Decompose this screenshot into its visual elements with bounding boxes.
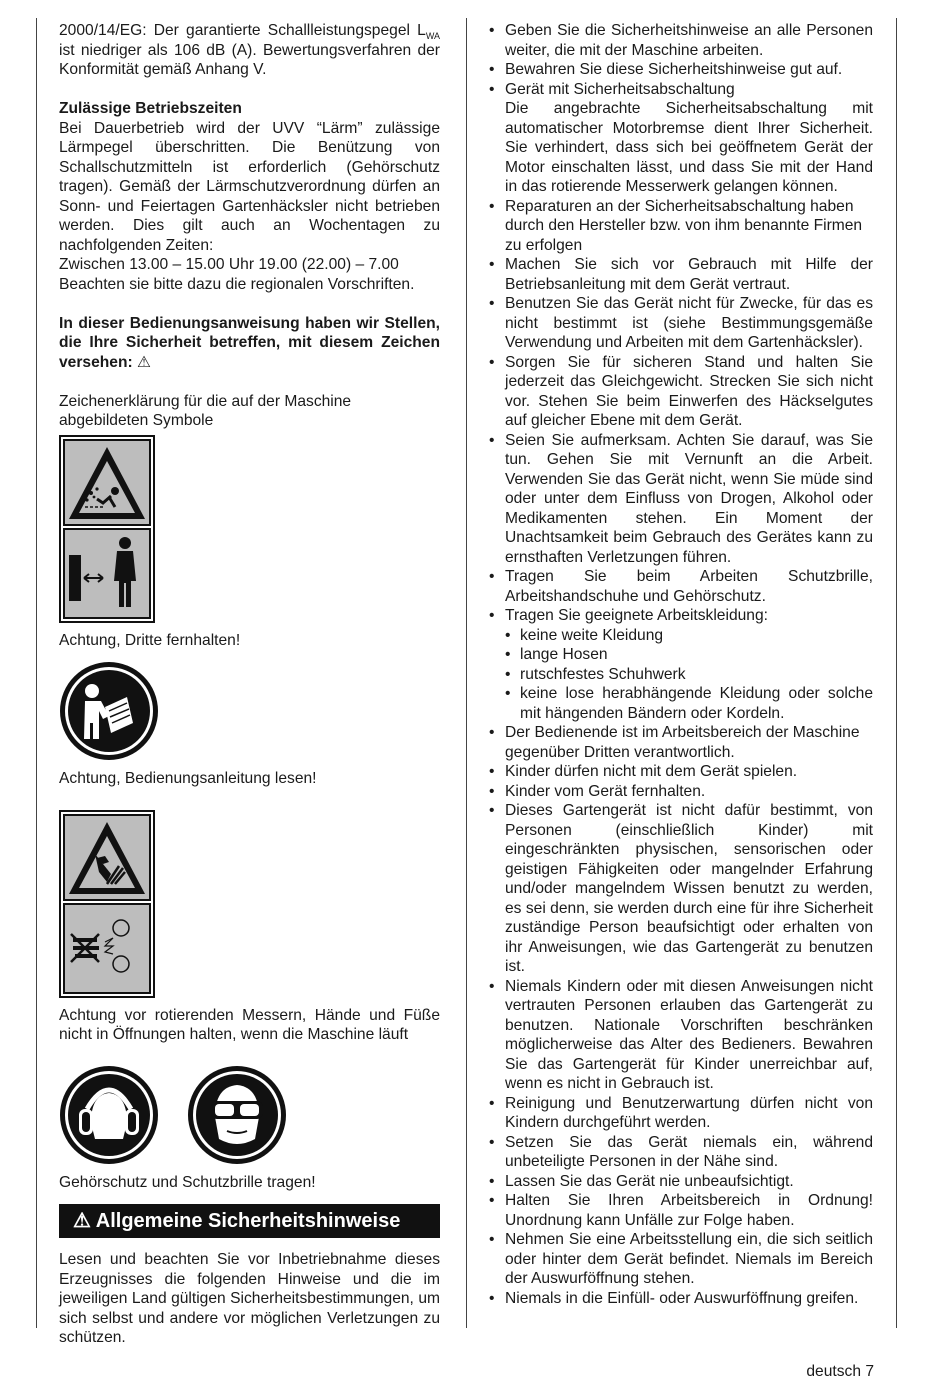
- list-item: • Der Bedienende ist im Arbeitsbereich der Maschine gegenüber Dritten verantwortlich.: [489, 723, 873, 762]
- protection-icons: [59, 1065, 440, 1165]
- left-column: [59, 21, 440, 1348]
- safety-list: [489, 21, 873, 1308]
- sublist-item: • lange Hosen: [505, 645, 873, 665]
- list-item: • Setzen Sie das Gerät niemals ein, während unbeteiligte Personen in der Nähe sind.: [489, 1133, 873, 1172]
- rotating-blades-warning-icon: [59, 810, 155, 998]
- eye-protection-icon: [187, 1065, 287, 1165]
- page-footer: deutsch 7: [806, 1363, 874, 1380]
- list-item: • Niemals in die Einfüll- oder Auswurföffnung greifen.: [489, 1289, 873, 1309]
- noise-intro: 2000/14/EG: Der garantierte Schallleistungspegel $L_{WA}$ ist niedriger als 106 dB (A). Bewertungsverfahren der Konformität gemäß Anhang V.: [59, 22, 440, 78]
- list-item: • Halten Sie Ihren Arbeitsbereich in Ordnung! Unordnung kann Unfälle zur Folge haben.: [489, 1191, 873, 1230]
- left-margin-rule: [36, 18, 37, 1328]
- hours-text: Bei Dauerbetrieb wird der UVV “Lärm” zulässige Lärmpegel überschritten. Die Benützung von Schallschutzmitteln ist erforderlich (Gehörschutz tragen). Gemäß der Lärmschutzverordnung dürfen an Sonn- und Feiertagen Gartenhäcksler nicht betrieben werden. Dies gilt auch an Wochentagen zu nachfolgenden Zeiten:: [59, 119, 440, 254]
- list-item: • Tragen Sie beim Arbeiten Schutzbrille, Arbeitshandschuhe und Gehörschutz.: [489, 567, 873, 606]
- general-text: Lesen und beachten Sie vor Inbetriebnahme dieses Erzeugnisses die folgenden Hinweise und die im jeweiligen Land gültigen Sicherheitsbestimmungen, um sich selbst und andere vor möglichen Verletzungen zu schützen.: [59, 1251, 440, 1346]
- read-manual-icon: [59, 661, 159, 761]
- list-item: • Nehmen Sie eine Arbeitsstellung ein, die sich seitlich oder hinter dem Gerät befindet. Niemals im Bereich der Auswurföffnung stehen.: [489, 1230, 873, 1289]
- right-column: [489, 21, 873, 1308]
- right-margin-rule: [896, 18, 897, 1328]
- banner-title: Allgemeine Sicherheitshinweise: [95, 1210, 401, 1232]
- caption-third-parties: Achtung, Dritte fernhalten!: [59, 631, 241, 649]
- sublist-item: • keine lose herabhängende Kleidung oder solche mit hängenden Bändern oder Kordeln.: [505, 684, 873, 723]
- list-item: • Niemals Kindern oder mit diesen Anweisungen nicht vertrauten Personen erlauben das Gartengerät zu benutzen. Nationale Vorschriften beschränken möglicherweise das Alter des Bedieners. Bewahren Sie das Gartengerät für Kinder unerreichbar auf, wenn es nicht in Gebrauch ist.: [489, 977, 873, 1094]
- hours-note: Beachten sie bitte dazu die regionalen Vorschriften.: [59, 275, 415, 293]
- list-item: • Bewahren Sie diese Sicherheitshinweise gut auf.: [489, 60, 873, 80]
- list-item: • Tragen Sie geeignete Arbeitskleidung: • keine weite Kleidung • lange Hosen • rutschfestes Schuhwerk • keine lose herabhängende Kleidung oder solche mit hängenden Bändern oder Kordeln.: [489, 606, 873, 723]
- list-item: • Gerät mit Sicherheitsabschaltung Die angebrachte Sicherheitsabschaltung mit automatischer Motorbremse dient Ihrer Sicherheit. Sie verhindert, dass sich bei geöffnetem Gerät der Motor einschalten lässt, und dass Sie mit der Hand in das rotierende Messerwerk gelangen können.: [489, 80, 873, 197]
- hearing-protection-icon: [59, 1065, 159, 1165]
- list-item: • Machen Sie sich vor Gebrauch mit Hilfe der Betriebsanleitung mit dem Gerät vertraut.: [489, 255, 873, 294]
- list-item: • Lassen Sie das Gerät nie unbeaufsichtigt.: [489, 1172, 873, 1192]
- warning-triangle-icon: ⚠: [137, 353, 152, 371]
- list-item: • Benutzen Sie das Gerät nicht für Zwecke, für das es nicht bestimmt ist (siehe Bestimmungsgemäße Verwendung und Arbeiten mit dem Gartenhäcksler).: [489, 294, 873, 353]
- list-item: • Dieses Gartengerät ist nicht dafür bestimmt, von Personen (einschließlich Kinder) mit eingeschränkten physischen, sensorischen oder geistigen Fähigkeiten oder mangelnder Erfahrung und/oder mangelndem Wissen benutzt zu werden, es sei denn, sie werden durch eine für ihre Sicherheit zuständige Person beaufsichtigt oder erhalten von ihr Anweisungen, wie das Gartengerät zu benutzen ist.: [489, 801, 873, 977]
- clothing-sublist: [505, 626, 873, 724]
- legend-intro: Zeichenerklärung für die auf der Maschine abgebildeten Symbole: [59, 392, 352, 429]
- caption-read-manual: Achtung, Bedienungsanleitung lesen!: [59, 770, 317, 787]
- list-item: • Seien Sie aufmerksam. Achten Sie darauf, was Sie tun. Gehen Sie mit Vernunft an die Arbeit. Verwenden Sie das Gerät nicht, wenn Sie müde sind oder unter dem Einfluss von Drogen, Alkohol oder Medikamenten stehen. Ein Moment der Unachtsamkeit beim Gebrauch des Gerätes kann zu ernsthaften Verletzungen führen.: [489, 431, 873, 568]
- third-parties-warning-icon: [59, 435, 155, 623]
- sublist-item: • rutschfestes Schuhwerk: [505, 665, 873, 685]
- caption-protection: Gehörschutz und Schutzbrille tragen!: [59, 1173, 316, 1191]
- banner-warning-icon: ⚠: [73, 1210, 91, 1232]
- list-item: • Sorgen Sie für sicheren Stand und halten Sie jederzeit das Gleichgewicht. Strecken Sie sich nicht vor. Stehen Sie beim Einwerfen des Häckselgutes auf gleicher Ebene mit dem Gerät.: [489, 353, 873, 431]
- sublist-item: • keine weite Kleidung: [505, 626, 873, 646]
- marking-note: In dieser Bedienungsanweisung haben wir Stellen, die Ihre Sicherheit betreffen, mit diesem Zeichen versehen: ⚠: [59, 314, 440, 371]
- hours-times: Zwischen 13.00 – 15.00 Uhr 19.00 (22.00) – 7.00: [59, 256, 399, 273]
- section-banner: [59, 1204, 440, 1238]
- list-item: • Kinder vom Gerät fernhalten.: [489, 782, 873, 802]
- column-divider: [466, 18, 467, 1328]
- list-item: • Kinder dürfen nicht mit dem Gerät spielen.: [489, 762, 873, 782]
- caption-rotating-blades: Achtung vor rotierenden Messern, Hände und Füße nicht in Öffnungen halten, wenn die Maschine läuft: [59, 1006, 440, 1043]
- list-item: • Reparaturen an der Sicherheitsabschaltung haben durch den Hersteller bzw. von ihm benannte Firmen zu erfolgen: [489, 197, 873, 256]
- hours-heading: Zulässige Betriebszeiten: [59, 100, 242, 117]
- list-item: • Geben Sie die Sicherheitshinweise an alle Personen weiter, die mit der Maschine arbeiten.: [489, 21, 873, 60]
- list-item: • Reinigung und Benutzerwartung dürfen nicht von Kindern durchgeführt werden.: [489, 1094, 873, 1133]
